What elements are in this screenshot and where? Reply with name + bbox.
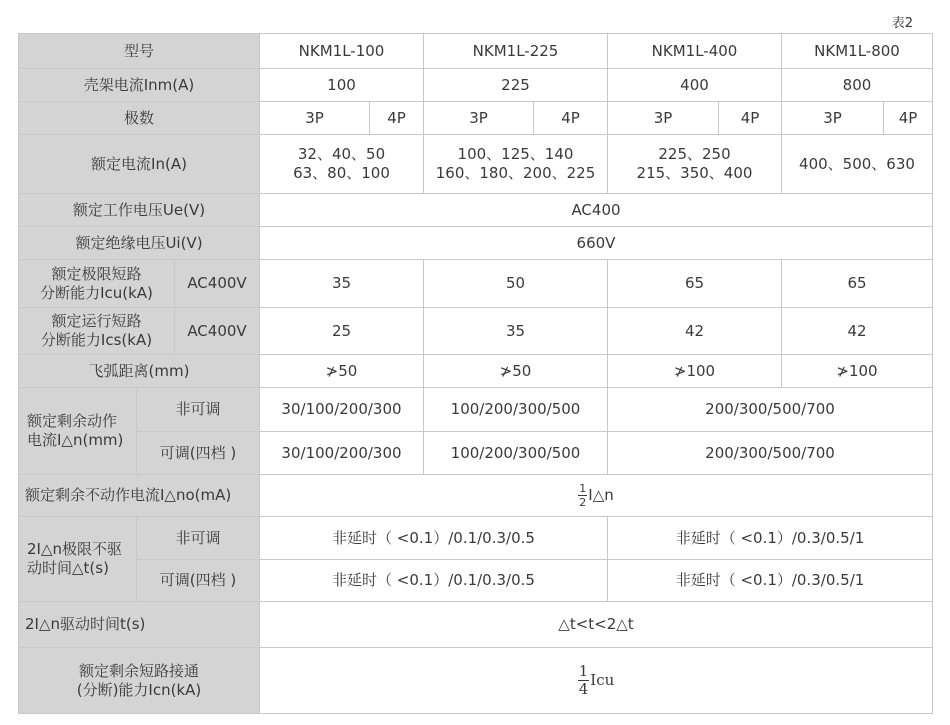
ics-cell: 42 [608, 308, 782, 355]
fraction-numerator: 1 [579, 482, 587, 495]
non-action-label: 额定剩余不动作电流I△no(mA) [19, 475, 260, 517]
ics-label [19, 308, 175, 355]
non-drive-label-line: 动时间△t(s) [27, 559, 109, 577]
icu-cell: 50 [424, 260, 608, 308]
model-cell: NKM1L-225 [424, 34, 608, 69]
short-circuit-label [19, 648, 260, 714]
rated-voltage-value: AC400 [260, 194, 933, 227]
non-drive-label [19, 517, 137, 602]
pole-cell: 3P [608, 102, 719, 135]
spec-table [18, 33, 933, 714]
model-label: 型号 [19, 34, 260, 69]
pole-cell: 3P [782, 102, 884, 135]
rated-current-cell [782, 135, 933, 194]
icu-cell: 65 [782, 260, 933, 308]
rated-current-line: 100、125、140 [457, 145, 574, 163]
pole-cell: 4P [884, 102, 933, 135]
rated-current-cell [260, 135, 424, 194]
short-circuit-label-line: (分断)能力Icn(kA) [76, 680, 202, 699]
non-action-value [260, 475, 933, 517]
ics-label-line: 额定运行短路 [51, 312, 142, 330]
table-row-non-drive-adj [19, 560, 933, 602]
short-circuit-label-line: 额定剩余短路接通 [78, 661, 199, 680]
table-row-non-action [19, 475, 933, 517]
arc-distance-label: 飞弧距离(mm) [19, 355, 260, 388]
pole-cell: 4P [534, 102, 608, 135]
non-drive-cell: 非延时（ <0.1）/0.1/0.3/0.5 [260, 517, 608, 560]
rated-current-line: 32、40、50 [297, 145, 386, 163]
rated-voltage-label: 额定工作电压Ue(V) [19, 194, 260, 227]
residual-action-cell: 30/100/200/300 [260, 432, 424, 475]
drive-time-label: 2I△n驱动时间t(s) [19, 602, 260, 648]
rated-current-line: 400、500、630 [799, 154, 915, 173]
table-row-rated-voltage [19, 194, 933, 227]
pole-cell: 3P [424, 102, 534, 135]
icu-label [19, 260, 175, 308]
residual-action-cell: 100/200/300/500 [424, 388, 608, 432]
fraction-denominator: 4 [578, 680, 589, 698]
table-row-residual-action-nonadj [19, 388, 933, 432]
fraction-denominator: 2 [579, 496, 587, 509]
adj-sub-label: 可调(四档 ) [137, 432, 260, 475]
short-circuit-value [260, 648, 933, 714]
table-row-icu [19, 260, 933, 308]
ics-cell: 42 [782, 308, 933, 355]
frame-current-cell: 800 [782, 69, 933, 102]
insulation-voltage-value: 660V [260, 227, 933, 260]
table-row-residual-action-adj [19, 432, 933, 475]
icu-label-line: 分断能力Icu(kA) [40, 283, 153, 302]
residual-action-label-line: 电流I△n(mm) [27, 431, 124, 449]
arc-distance-cell: ≯50 [260, 355, 424, 388]
nonadj-sub-label: 非可调 [137, 517, 260, 560]
residual-action-cell: 200/300/500/700 [608, 432, 933, 475]
table-row-frame-current [19, 69, 933, 102]
model-cell: NKM1L-100 [260, 34, 424, 69]
ics-sub-label: AC400V [175, 308, 260, 355]
icu-label-line: 额定极限短路 [51, 264, 142, 283]
ics-cell: 35 [424, 308, 608, 355]
arc-distance-cell: ≯100 [608, 355, 782, 388]
pole-cell: 4P [719, 102, 782, 135]
model-cell: NKM1L-800 [782, 34, 933, 69]
non-drive-cell: 非延时（ <0.1）/0.1/0.3/0.5 [260, 560, 608, 602]
table-row-non-drive-nonadj [19, 517, 933, 560]
frame-current-cell: 225 [424, 69, 608, 102]
residual-action-cell: 30/100/200/300 [260, 388, 424, 432]
residual-action-cell: 100/200/300/500 [424, 432, 608, 475]
non-drive-label-line: 2I△n极限不驱 [27, 540, 123, 558]
rated-current-line: 215、350、400 [636, 164, 753, 182]
non-drive-cell: 非延时（ <0.1）/0.3/0.5/1 [608, 517, 933, 560]
insulation-voltage-label: 额定绝缘电压Ui(V) [19, 227, 260, 260]
frame-current-label: 壳架电流Inm(A) [19, 69, 260, 102]
fraction-numerator: 1 [578, 662, 589, 680]
residual-action-label [19, 388, 137, 475]
icu-sub-label: AC400V [175, 260, 260, 308]
table-row-arc-distance [19, 355, 933, 388]
ics-cell: 25 [260, 308, 424, 355]
table-row-drive-time [19, 602, 933, 648]
nonadj-sub-label: 非可调 [137, 388, 260, 432]
ics-label-line: 分断能力Ics(kA) [40, 331, 153, 349]
table-row-short-circuit [19, 648, 933, 714]
rated-current-label: 额定电流In(A) [19, 135, 260, 194]
table-row-poles [19, 102, 933, 135]
table-row-ics [19, 308, 933, 355]
table-row-rated-current [19, 135, 933, 194]
fraction [578, 483, 587, 508]
icu-cell: 65 [608, 260, 782, 308]
table-caption: 表2 [891, 16, 913, 31]
pole-cell: 3P [260, 102, 370, 135]
model-cell: NKM1L-400 [608, 34, 782, 69]
rated-current-cell [424, 135, 608, 194]
rated-current-line: 160、180、200、225 [435, 164, 596, 182]
adj-sub-label: 可调(四档 ) [137, 560, 260, 602]
rated-current-line: 63、80、100 [293, 164, 390, 182]
table-row-model [19, 34, 933, 69]
table-row-insulation-voltage [19, 227, 933, 260]
frame-current-cell: 100 [260, 69, 424, 102]
poles-label: 极数 [19, 102, 260, 135]
arc-distance-cell: ≯100 [782, 355, 933, 388]
residual-action-label-line: 额定剩余动作 [27, 412, 118, 430]
short-circuit-suffix: Icu [590, 671, 615, 689]
non-drive-cell: 非延时（ <0.1）/0.3/0.5/1 [608, 560, 933, 602]
icu-cell: 35 [260, 260, 424, 308]
pole-cell: 4P [370, 102, 424, 135]
fraction [578, 664, 590, 697]
rated-current-line: 225、250 [658, 145, 731, 163]
drive-time-value: △t<t<2△t [260, 602, 933, 648]
frame-current-cell: 400 [608, 69, 782, 102]
residual-action-cell: 200/300/500/700 [608, 388, 933, 432]
non-action-suffix: I△n [588, 486, 614, 504]
arc-distance-cell: ≯50 [424, 355, 608, 388]
rated-current-cell [608, 135, 782, 194]
